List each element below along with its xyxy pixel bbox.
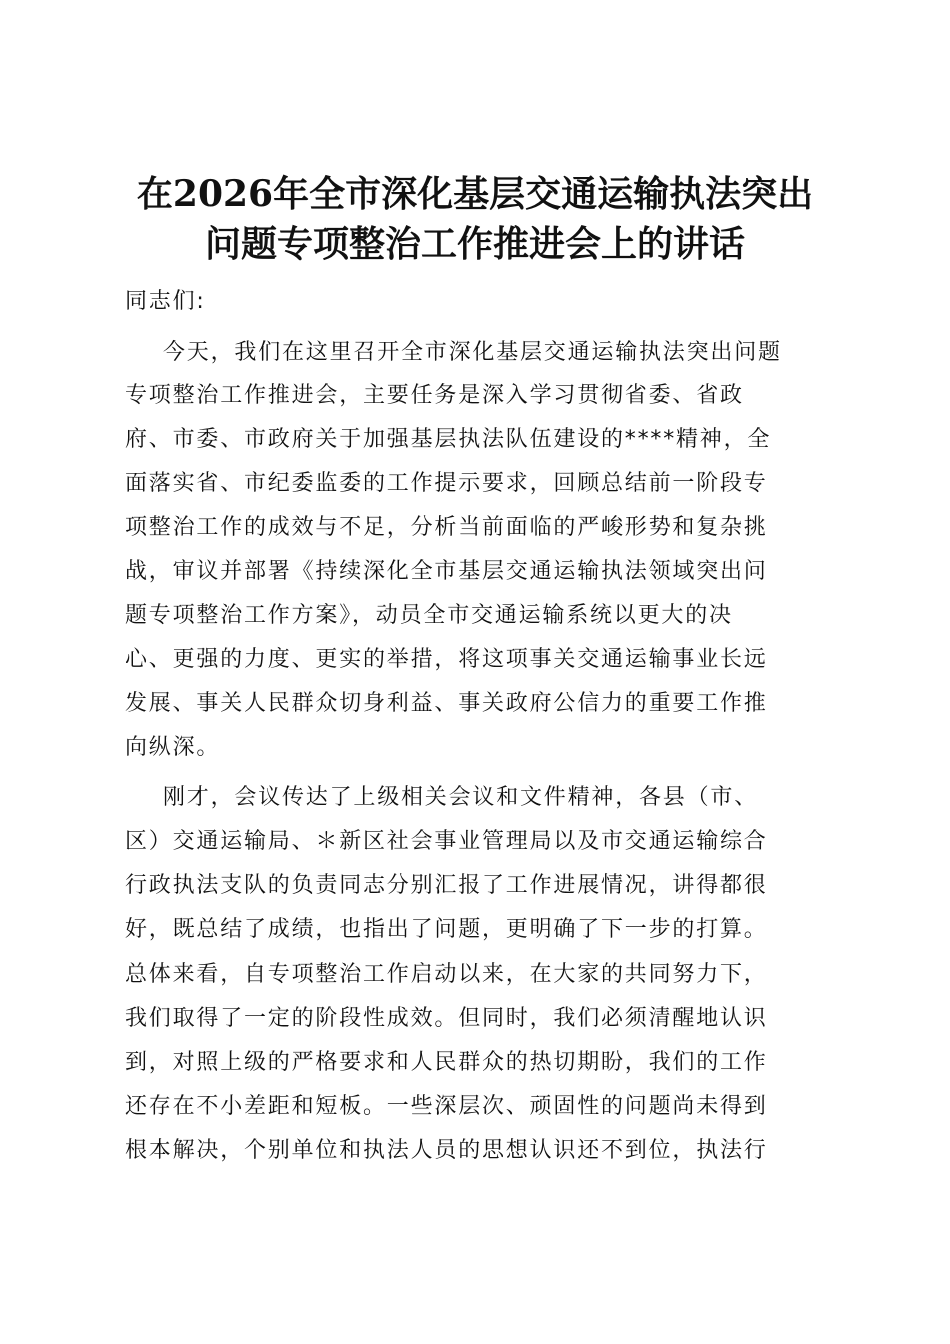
paragraph-1-line: 项整治工作的成效与不足，分析当前面临的严峻形势和复杂挑 <box>125 515 768 540</box>
paragraph-2-line: 好，既总结了成绩，也指出了问题，更明确了下一步的打算。 <box>125 917 768 942</box>
paragraph-2-line: 刚才，会议传达了上级相关会议和文件精神，各县（市、 <box>163 785 759 810</box>
paragraph-2-line: 根本解决，个别单位和执法人员的思想认识还不到位，执法行 <box>125 1138 768 1163</box>
document-title-line-2: 问题专项整治工作推进会上的讲话 <box>204 223 745 265</box>
paragraph-1-line: 面落实省、市纪委监委的工作提示要求，回顾总结前一阶段专 <box>125 471 768 496</box>
document-title-line-1: 在2026年全市深化基层交通运输执法突出 <box>136 173 814 215</box>
salutation: 同志们: <box>125 289 206 314</box>
paragraph-1-line: 专项整治工作推进会，主要任务是深入学习贯彻省委、省政 <box>125 383 744 408</box>
paragraph-2-line: 行政执法支队的负责同志分别汇报了工作进展情况，讲得都很 <box>125 873 768 898</box>
paragraph-1-line: 题专项整治工作方案》，动员全市交通运输系统以更大的决 <box>125 603 733 628</box>
paragraph-2-line: 区）交通运输局、＊新区社会事业管理局以及市交通运输综合 <box>125 829 768 854</box>
paragraph-2-line: 总体来看，自专项整治工作启动以来，在大家的共同努力下， <box>125 962 768 987</box>
paragraph-1-line: 战，审议并部署《持续深化全市基层交通运输执法领域突出问 <box>125 559 768 584</box>
paragraph-1-line: 心、更强的力度、更实的举措，将这项事关交通运输事业长远 <box>125 647 768 672</box>
paragraph-1-line: 向纵深。 <box>125 735 221 760</box>
paragraph-2-line: 还存在不小差距和短板。一些深层次、顽固性的问题尚未得到 <box>125 1094 768 1119</box>
paragraph-2-line: 到，对照上级的严格要求和人民群众的热切期盼，我们的工作 <box>125 1050 768 1075</box>
paragraph-2-line: 我们取得了一定的阶段性成效。但同时，我们必须清醒地认识 <box>125 1006 768 1031</box>
paragraph-1-line: 今天，我们在这里召开全市深化基层交通运输执法突出问题 <box>163 340 782 365</box>
paragraph-1-line: 发展、事关人民群众切身利益、事关政府公信力的重要工作推 <box>125 691 768 716</box>
paragraph-1-line: 府、市委、市政府关于加强基层执法队伍建设的****精神，全 <box>125 427 772 452</box>
